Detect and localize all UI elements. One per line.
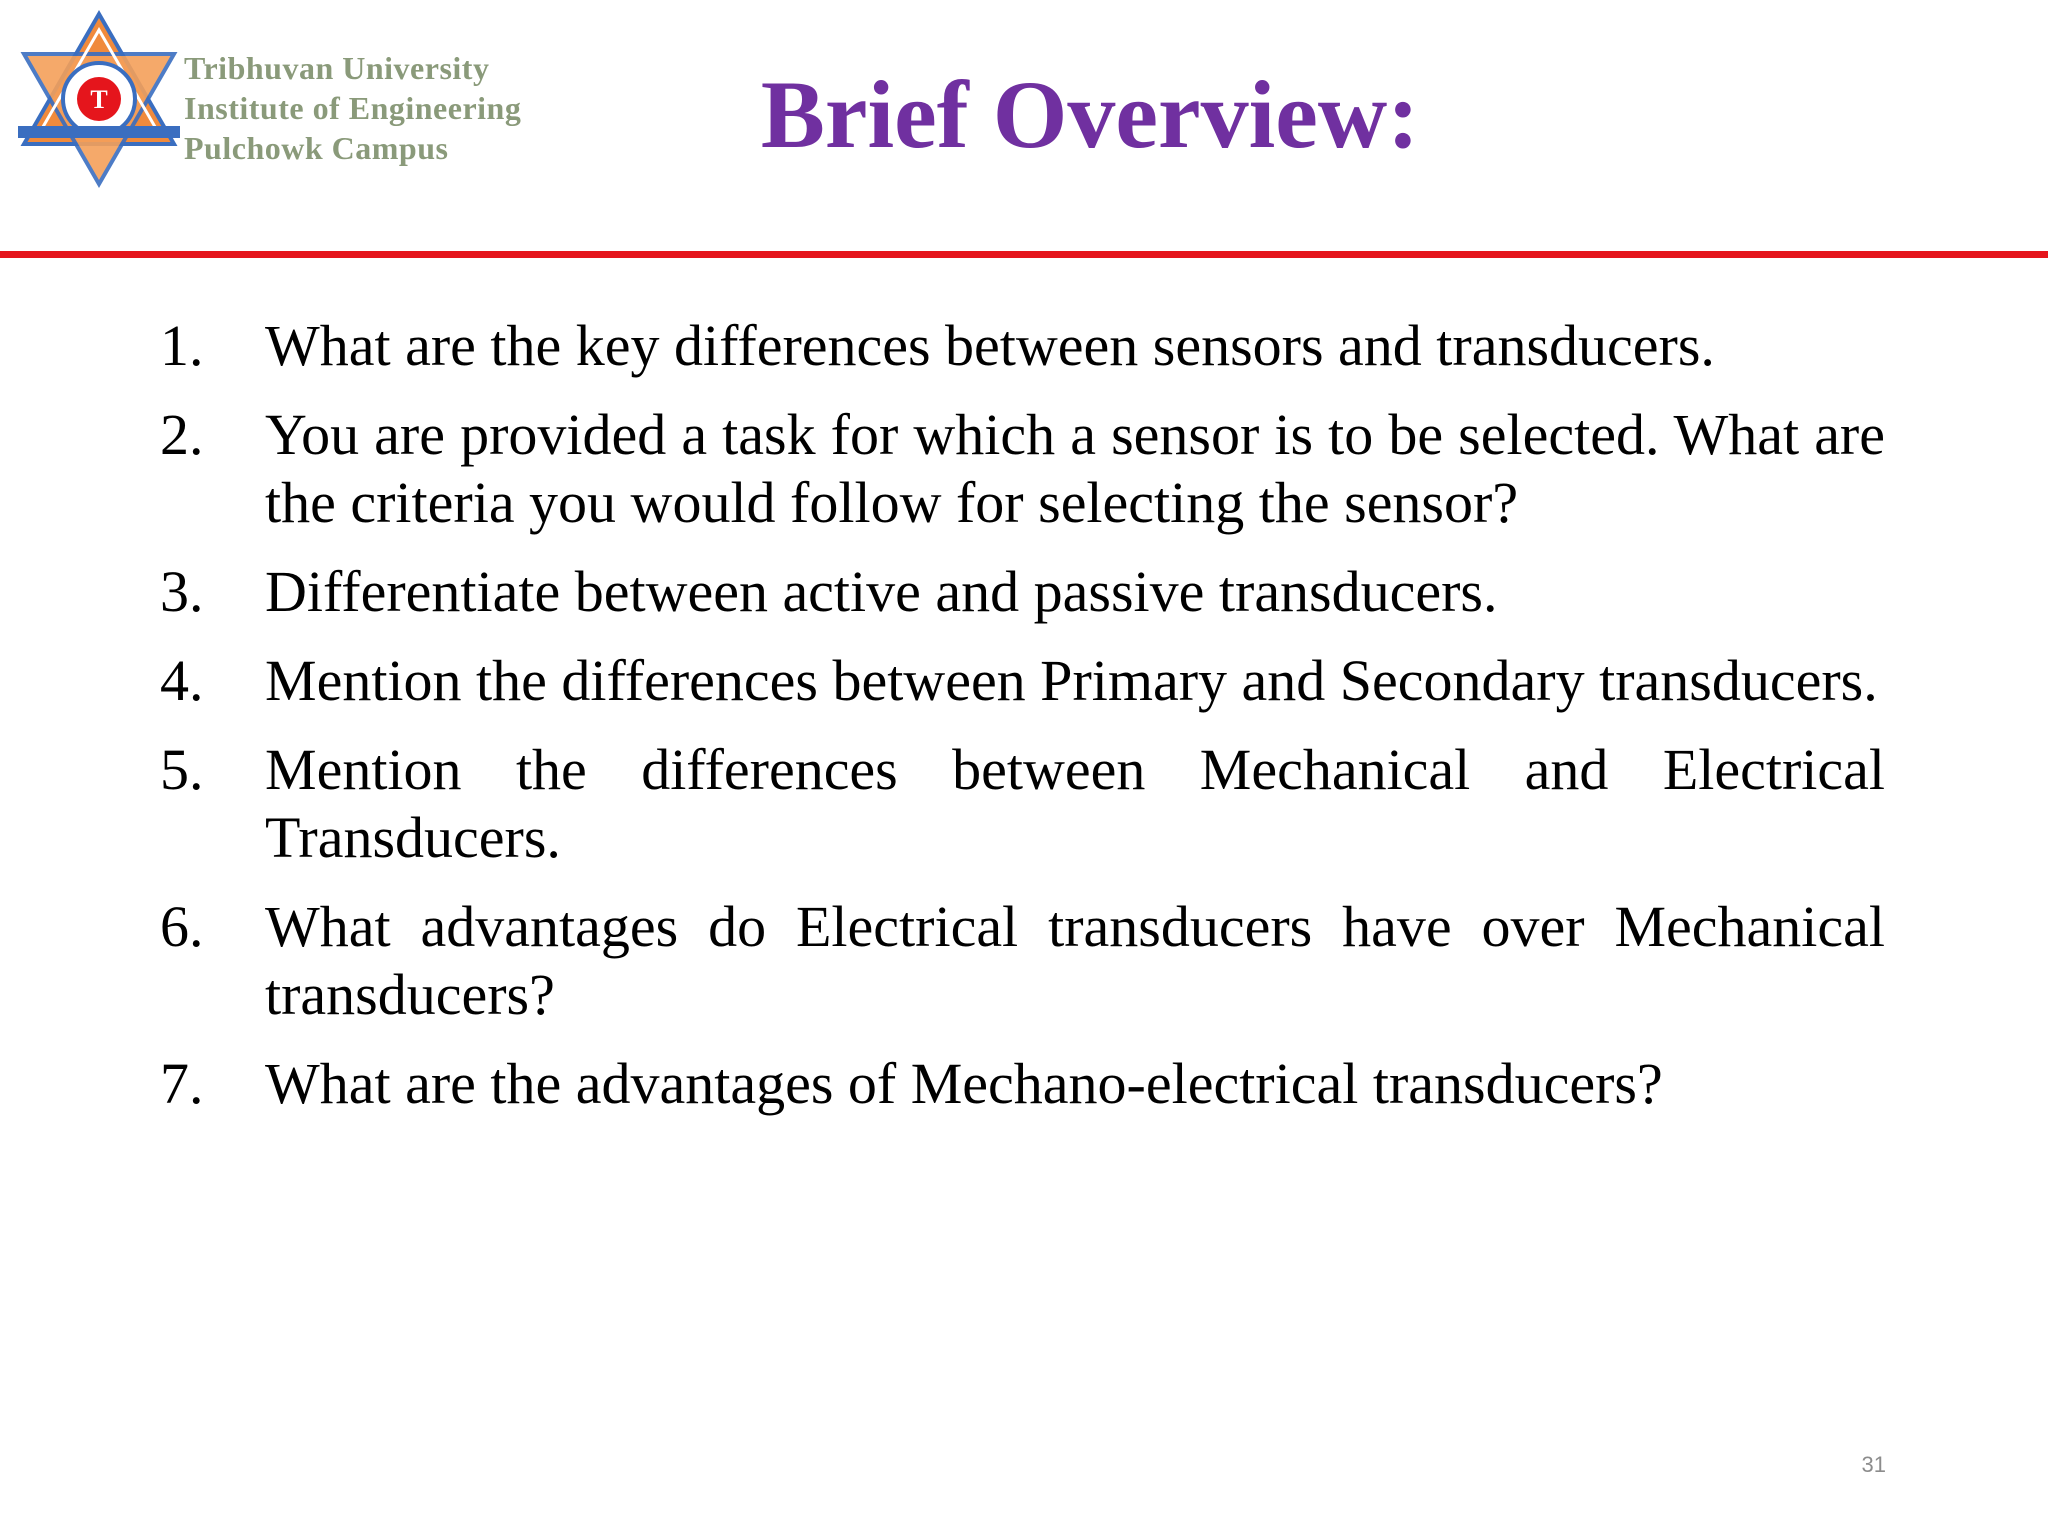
item-number: 6. bbox=[160, 894, 204, 959]
logo-line-institute: Institute of Engineering bbox=[184, 90, 522, 126]
list-item bbox=[160, 312, 1885, 380]
university-emblem-icon bbox=[8, 8, 190, 190]
item-number: 1. bbox=[160, 313, 204, 378]
svg-text:T: T bbox=[90, 85, 108, 114]
header-divider bbox=[0, 251, 2048, 258]
list-item bbox=[160, 647, 1885, 715]
logo bbox=[8, 8, 608, 193]
item-number: 4. bbox=[160, 648, 204, 713]
logo-line-university: Tribhuvan University bbox=[184, 50, 490, 86]
item-text: What are the key differences between sensors and transducers. bbox=[265, 313, 1715, 378]
list-item bbox=[160, 736, 1885, 872]
slide-title: Brief Overview: bbox=[760, 61, 1420, 168]
list-item bbox=[160, 1050, 1885, 1118]
institution-name bbox=[184, 48, 521, 168]
item-text: What are the advantages of Mechano-electrical transducers? bbox=[265, 1051, 1663, 1116]
item-text: What advantages do Electrical transducers have over Mechanical transducers? bbox=[265, 894, 1885, 1027]
item-number: 5. bbox=[160, 737, 204, 802]
list-item bbox=[160, 558, 1885, 626]
question-list bbox=[160, 312, 1885, 1139]
item-text: Mention the differences between Mechanical and Electrical Transducers. bbox=[265, 737, 1885, 870]
item-number: 2. bbox=[160, 402, 204, 467]
page-number: 31 bbox=[1861, 1452, 1886, 1477]
logo-line-campus: Pulchowk Campus bbox=[184, 130, 449, 166]
item-number: 7. bbox=[160, 1051, 204, 1116]
item-text: Mention the differences between Primary and Secondary transducers. bbox=[265, 648, 1878, 713]
item-text: Differentiate between active and passive transducers. bbox=[265, 559, 1498, 624]
item-text: You are provided a task for which a sensor is to be selected. What are the criteria you would follow for selecting the sensor? bbox=[265, 402, 1885, 535]
list-item bbox=[160, 893, 1885, 1029]
item-number: 3. bbox=[160, 559, 204, 624]
list-item bbox=[160, 401, 1885, 537]
